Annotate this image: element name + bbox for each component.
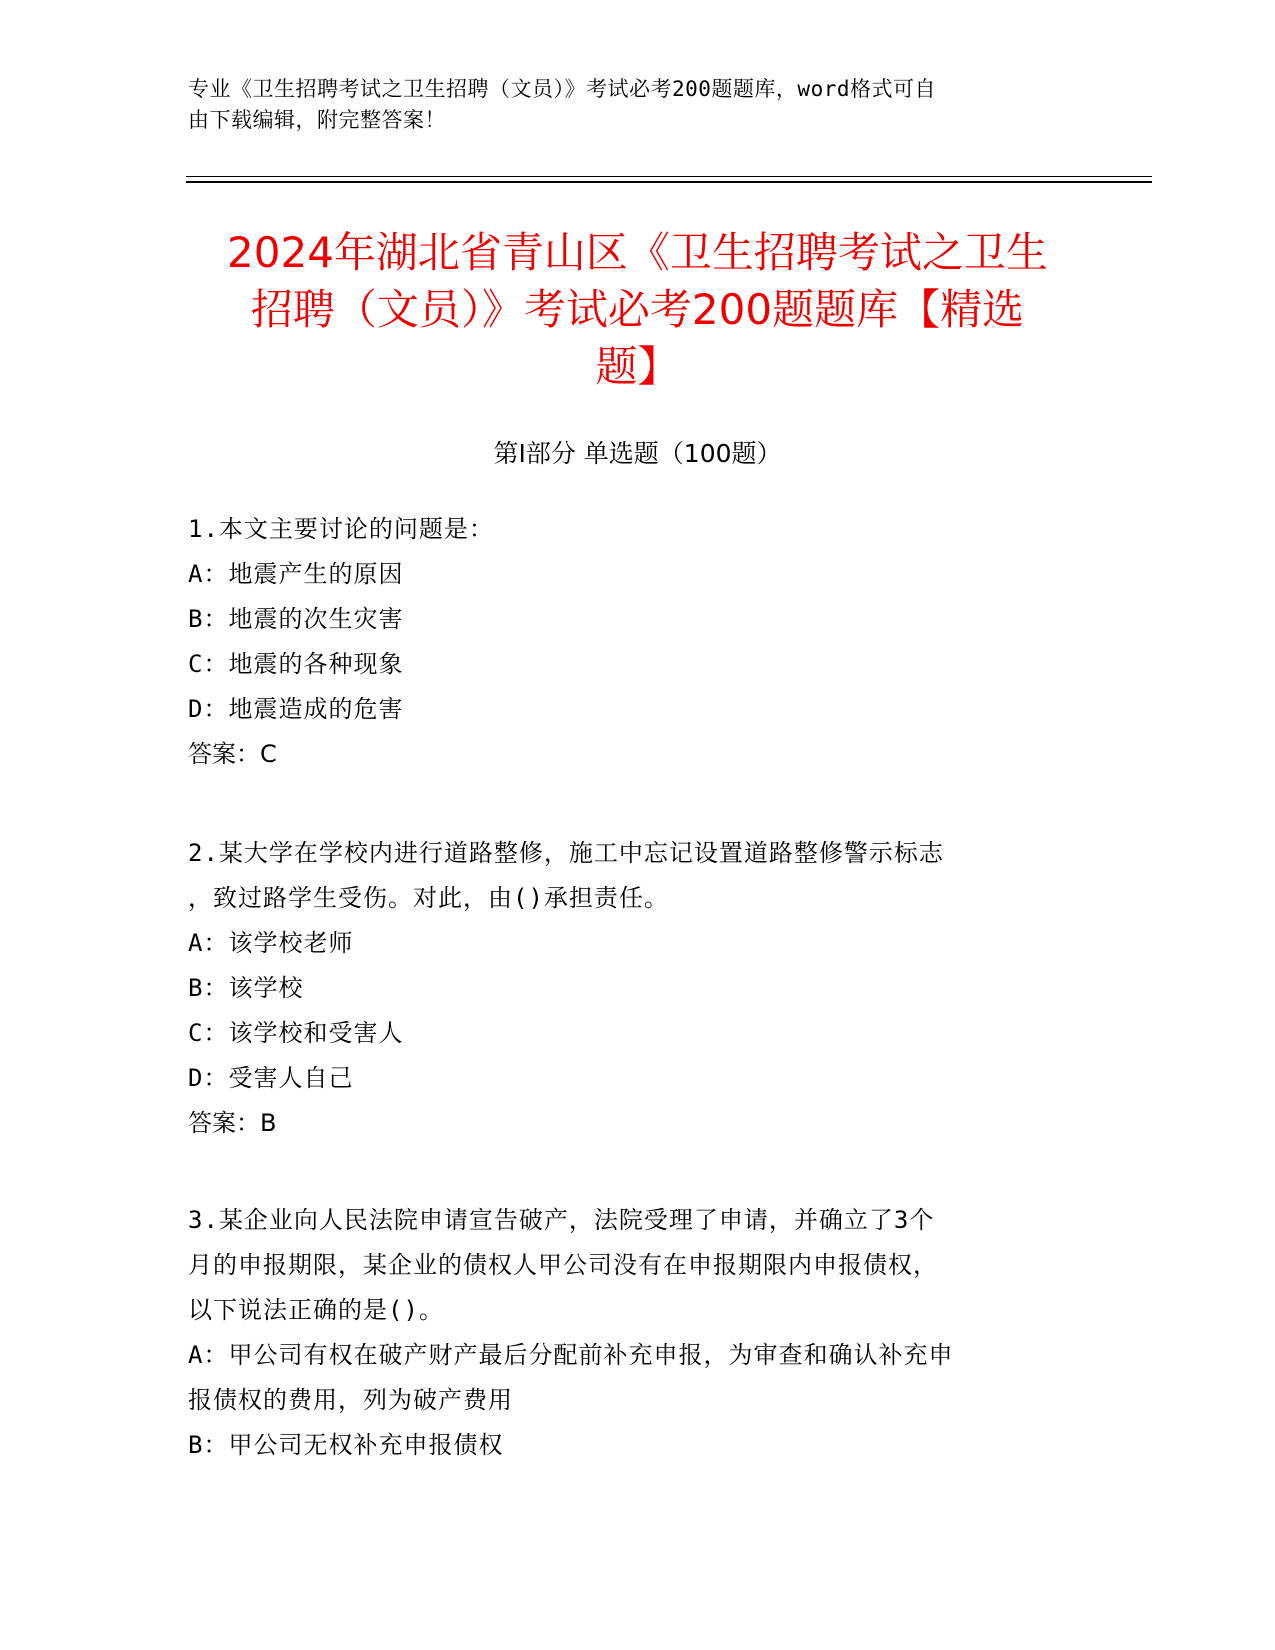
question-stem-line-3: 以下说法正确的是()。 [188,1296,444,1324]
document-title-line-2: 招聘（文员）》考试必考200题题库【精选 [250,285,1025,334]
header-note-line-2: 由下载编辑，附完整答案！ [188,108,446,132]
document-title-line-3: 题】 [595,342,680,391]
document-title [170,224,1105,395]
option-a-line-2: 报债权的费用，列为破产费用 [188,1386,513,1414]
header-note [188,74,1068,136]
option-a-line-1: A：甲公司有权在破产财产最后分配前补充申报，为审查和确认补充申 [188,1341,954,1369]
header-note-line-1: 专业《卫生招聘考试之卫生招聘（文员）》考试必考200题题库，word格式可自 [188,77,936,101]
option-a: A：地震产生的原因 [188,560,404,588]
question-stem-line-1: 2.某大学在学校内进行道路整修，施工中忘记设置道路整修警示标志 [188,839,944,867]
question-stem-line-2: ，致过路学生受伤。对此，由()承担责任。 [188,884,669,912]
question-stem: 1.本文主要讨论的问题是： [188,515,494,543]
answer: 答案：B [188,1109,277,1137]
option-b: B：该学校 [188,974,304,1002]
section-heading: 第Ⅰ部分 单选题（100题） [493,439,782,468]
header-divider-thick [186,181,1152,183]
option-b: B：地震的次生灾害 [188,605,404,633]
option-d: D：地震造成的危害 [188,695,404,723]
question-2 [188,831,1068,1146]
question-stem-line-2: 月的申报期限，某企业的债权人甲公司没有在申报期限内申报债权， [188,1251,938,1279]
answer: 答案：C [188,740,277,768]
question-1 [188,507,1068,777]
document-title-line-1: 2024年湖北省青山区《卫生招聘考试之卫生 [227,228,1048,277]
option-b: B：甲公司无权补充申报债权 [188,1431,504,1459]
option-a: A：该学校老师 [188,929,354,957]
option-c: C：地震的各种现象 [188,650,404,678]
header-divider-thin [186,176,1152,177]
option-c: C：该学校和受害人 [188,1019,404,1047]
option-d: D：受害人自己 [188,1064,354,1092]
question-stem-line-1: 3.某企业向人民法院申请宣告破产，法院受理了申请，并确立了3个 [188,1206,935,1234]
question-3 [188,1198,1068,1468]
